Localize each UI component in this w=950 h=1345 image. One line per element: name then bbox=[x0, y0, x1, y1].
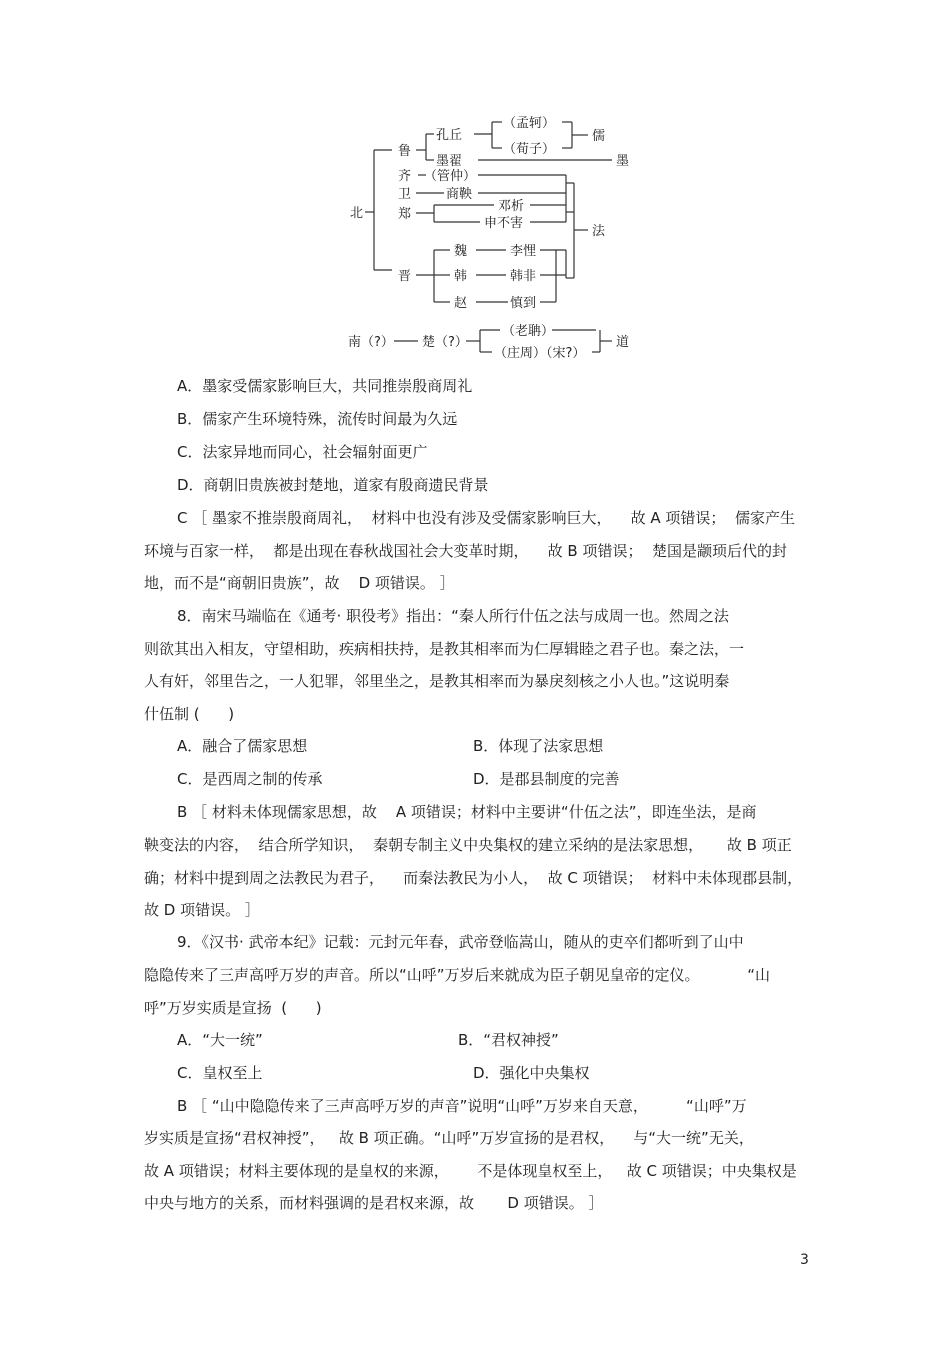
node-bei: 北 bbox=[350, 206, 364, 221]
node-zheng: 郑 bbox=[398, 207, 412, 222]
q7-option-a: A．墨家受儒家影响巨大，共同推崇殷商周礼 bbox=[177, 377, 473, 395]
node-ru: 儒 bbox=[592, 129, 606, 144]
q8-option-c: C．是西周之制的传承 bbox=[177, 770, 323, 788]
q8-option-d: D．是郡县制度的完善 bbox=[473, 770, 620, 788]
node-nan: 南（?） bbox=[348, 335, 394, 350]
q7-option-b: B．儒家产生环境特殊，流传时间最为久远 bbox=[177, 410, 458, 428]
page-number: 3 bbox=[800, 1252, 809, 1268]
q7-answer-line: 环境与百家一样， 都是出现在春秋战国社会大变革时期， 故 B 项错误； 楚国是颛顼后代的封 bbox=[144, 542, 787, 560]
q8-option-b: B．体现了法家思想 bbox=[473, 737, 604, 755]
node-zhao: 赵 bbox=[454, 296, 468, 311]
q9-answer-line: 岁实质是宣扬“君权神授”， 故 B 项正确。“山呼”万岁宣扬的是君权， 与“大一统”无关， bbox=[144, 1129, 754, 1147]
node-dao: 道 bbox=[616, 335, 630, 350]
node-wei-state: 卫 bbox=[398, 187, 412, 202]
q9-option-d: D．强化中央集权 bbox=[473, 1064, 590, 1082]
node-zhuangzhou: （庄周）（宋?） bbox=[494, 346, 586, 361]
node-mo: 墨 bbox=[616, 154, 630, 169]
q9-option-c: C．皇权至上 bbox=[177, 1064, 263, 1082]
q7-option-d: D．商朝旧贵族被封楚地，道家有殷商遗民背景 bbox=[177, 476, 489, 494]
node-likui: 李悝 bbox=[510, 244, 537, 259]
node-guanzhong: （管仲） bbox=[424, 169, 477, 184]
q9-answer-line: B ［ “山中隐隐传来了三声高呼万岁的声音”说明“山呼”万岁来自天意， “山呼”万 bbox=[177, 1097, 747, 1115]
node-jin: 晋 bbox=[398, 269, 412, 284]
q9-answer-line: 中央与地方的关系，而材料强调的是君权来源，故 D 项错误。 ］ bbox=[144, 1194, 604, 1212]
node-shendao: 慎到 bbox=[510, 296, 537, 311]
q8-stem-line: 则欲其出入相友，守望相助，疾病相扶持，是教其相率而为仁厚辑睦之君子也。秦之法，一 bbox=[144, 640, 745, 658]
node-han: 韩 bbox=[454, 269, 468, 284]
node-laodan: （老聃） bbox=[502, 324, 555, 339]
node-kongqiu: 孔丘 bbox=[436, 128, 463, 143]
q8-answer-line: B ［ 材料未体现儒家思想，故 A 项错误；材料中主要讲“什伍之法”，即连坐法，是商 bbox=[177, 803, 757, 821]
q9-stem-line: 隐隐传来了三声高呼万岁的声音。所以“山呼”万岁后来就成为臣子朝见皇帝的定仪。 “山 bbox=[144, 966, 770, 984]
q9-stem-line: 呼”万岁实质是宣扬 ( ) bbox=[144, 999, 322, 1017]
node-modi: 墨翟 bbox=[436, 154, 463, 169]
node-mengke: （孟轲） bbox=[503, 116, 556, 131]
q8-stem-line: 人有奸，邻里告之，一人犯罪，邻里坐之，是教其相率而为暴戾刻核之小人也。”这说明秦 bbox=[144, 672, 730, 690]
node-xunzi: （荀子） bbox=[503, 142, 556, 157]
node-lu: 鲁 bbox=[398, 144, 412, 159]
q8-stem-line: 8．南宋马端临在《通考· 职役考》指出：“秦人所行什伍之法与成周一也。然周之法 bbox=[177, 607, 729, 625]
node-chu: 楚（?） bbox=[422, 335, 468, 350]
q8-answer-line: 故 D 项错误。 ］ bbox=[144, 901, 260, 919]
q8-option-a: A．融合了儒家思想 bbox=[177, 737, 308, 755]
q9-option-a: A．“大一统” bbox=[177, 1031, 263, 1049]
q7-answer-line: 地，而不是“商朝旧贵族”，故 D 项错误。 ］ bbox=[144, 574, 455, 592]
q8-answer-line: 鞅变法的内容， 结合所学知识， 秦朝专制主义中央集权的建立采纳的是法家思想， 故 B 项正 bbox=[144, 836, 792, 854]
node-dengxi: 邓析 bbox=[498, 199, 525, 214]
node-shangyang: 商鞅 bbox=[446, 187, 473, 202]
node-wei: 魏 bbox=[454, 244, 468, 259]
schools-diagram bbox=[0, 0, 950, 370]
q9-option-b: B．“君权神授” bbox=[458, 1031, 559, 1049]
q8-stem-line: 什伍制 ( ) bbox=[144, 705, 235, 723]
q9-stem-line: 9．《汉书· 武帝本纪》记载：元封元年春，武帝登临嵩山，随从的吏卒们都听到了山中 bbox=[177, 933, 744, 951]
q9-answer-line: 故 A 项错误；材料主要体现的是皇权的来源， 不是体现皇权至上， 故 C 项错误；中央集权是 bbox=[144, 1162, 797, 1180]
node-hanfei: 韩非 bbox=[510, 269, 537, 284]
q7-option-c: C．法家异地而同心，社会辐射面更广 bbox=[177, 443, 428, 461]
node-qi: 齐 bbox=[398, 169, 412, 184]
node-fa: 法 bbox=[592, 224, 606, 239]
q8-answer-line: 确；材料中提到周之法教民为君子， 而秦法教民为小人， 故 C 项错误； 材料中未体现郡县制， bbox=[144, 869, 803, 887]
node-shenbuhai: 申不害 bbox=[484, 216, 524, 231]
q7-answer-line: C ［ 墨家不推崇殷商周礼， 材料中也没有涉及受儒家影响巨大， 故 A 项错误； 儒家产生 bbox=[177, 509, 795, 527]
